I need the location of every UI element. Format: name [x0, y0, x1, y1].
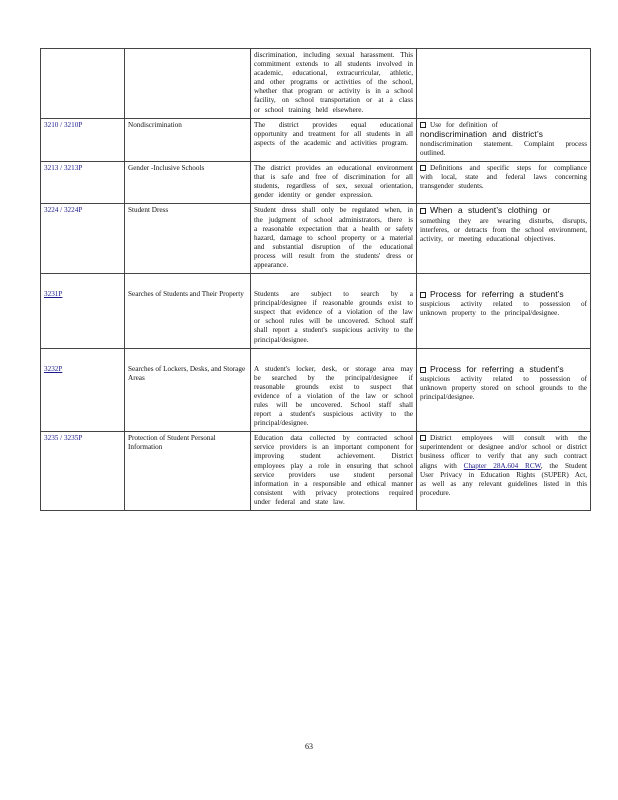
- policy-title: Protection of Student Personal Information: [125, 432, 251, 511]
- notes-pre: Use for definition of: [430, 120, 498, 129]
- notes-lead: nondiscrimination and district’s: [420, 128, 543, 139]
- page-number: 63: [305, 742, 313, 751]
- policy-number-cell: [41, 162, 125, 204]
- policy-notes-cell: [417, 162, 591, 204]
- policy-number-cell: [41, 348, 125, 432]
- policy-description-cell: [251, 274, 417, 349]
- checkbox-bullet-icon: [420, 435, 426, 441]
- notes-text: something they are wearing disturbs, disrupts, interferes, or detracts from the school environment, activity, or meeting educational objectives.: [420, 216, 587, 243]
- policy-description: Students are subject to search by a principal/designee if reasonable grounds exist to suspect that evidence of a violation of the law or school rules will be uncovered. School staff shall report a student's suspicious activity to the principal/designee.: [254, 290, 413, 344]
- policy-notes-cell: [417, 432, 591, 511]
- policy-number-cell: [41, 118, 125, 161]
- policy-title: Searches of Lockers, Desks, and Storage Areas: [128, 364, 246, 382]
- policy-description: The district provides an educational environment that is safe and free of discrimination for all students, regardless of sex, sexual orientation, gender identity or gender expression.: [251, 162, 417, 204]
- checkbox-bullet-icon: [420, 292, 426, 298]
- policy-description: Student dress shall only be regulated when, in the judgment of school administrators, there is a reasonable expectation that a health or safety hazard, damage to school property or a material and substantial disruption of the educational process will result from the students' dress or appearance.: [251, 204, 417, 274]
- table-row: [41, 118, 591, 161]
- table-row: [41, 49, 591, 119]
- policy-table: [40, 48, 591, 511]
- policy-number-link[interactable]: 3231P: [44, 290, 63, 299]
- policy-description: discrimination, including sexual harassment. This commitment extends to all students involved in academic, educational, extracurricular, athletic, and other programs or activities of the school, whether that program or activity is in a school facility, on school transportation or at a class or school training held elsewhere.: [251, 49, 417, 119]
- rcw-chapter-link[interactable]: Chapter 28A.604 RCW: [463, 461, 541, 470]
- policy-title-cell: [125, 49, 251, 119]
- policy-title: Nondiscrimination: [125, 118, 251, 161]
- notes-text: nondiscrimination statement. Complaint process outlined.: [420, 139, 587, 157]
- notes-text: Definitions and specific steps for compliance with local, state and federal laws concerning transgender students.: [420, 164, 587, 191]
- policy-number: 3210 / 3210P: [44, 120, 83, 129]
- notes-lead: Process for referring a student’s: [430, 289, 564, 300]
- policy-notes-cell: [417, 118, 591, 161]
- notes-post: , the Student User Privacy in Education Rights (SUPER) Act, as well as any relevant guidelines listed in this procedure.: [420, 461, 588, 497]
- policy-number-cell: [41, 49, 125, 119]
- policy-title: Student Dress: [125, 204, 251, 274]
- notes-lead: Process for referring a student’s: [430, 363, 564, 374]
- policy-number: 3235 / 3235P: [44, 434, 83, 443]
- policy-description-cell: [251, 348, 417, 432]
- policy-description: Education data collected by contracted school service providers is an important component for improving student achievement. District employees play a role in ensuring that school service providers use student personal information in a responsible and ethical manner consistent with privacy protections required under federal and state law.: [251, 432, 417, 511]
- policy-notes-cell: [417, 204, 591, 274]
- checkbox-bullet-icon: [420, 165, 426, 171]
- notes-text: suspicious activity related to possession of unknown property stored on school grounds to the principal/designee.: [420, 374, 587, 401]
- policy-notes-cell: [417, 274, 591, 349]
- checkbox-bullet-icon: [420, 208, 426, 214]
- checkbox-bullet-icon: [420, 122, 426, 128]
- notes-pre: District employees will consult with the superintendent or designee and/or school or district business officer to verify that any such contract aligns with: [420, 434, 587, 470]
- policy-notes-cell: [417, 49, 591, 119]
- policy-number-link[interactable]: 3232P: [44, 364, 63, 373]
- policy-number-cell: [41, 432, 125, 511]
- table-row: [41, 274, 591, 349]
- notes-lead: When a student’s clothing or: [430, 205, 551, 216]
- table-row: [41, 204, 591, 274]
- policy-title-cell: [125, 348, 251, 432]
- policy-number: 3213 / 3213P: [44, 164, 83, 173]
- checkbox-bullet-icon: [420, 367, 426, 373]
- policy-number-cell: [41, 274, 125, 349]
- policy-title: Gender -Inclusive Schools: [125, 162, 251, 204]
- table-row: [41, 162, 591, 204]
- policy-table-page: [40, 48, 590, 511]
- policy-notes-cell: [417, 348, 591, 432]
- table-row: [41, 348, 591, 432]
- policy-description: The district provides equal educational opportunity and treatment for all students in all aspects of the academic and activities program.: [251, 118, 417, 161]
- policy-title: Searches of Students and Their Property: [128, 290, 244, 299]
- policy-number-cell: [41, 204, 125, 274]
- notes-text: suspicious activity related to possession of unknown property to the principal/designee.: [420, 300, 587, 318]
- policy-description: A student's locker, desk, or storage area may be searched by the principal/designee if reasonable grounds exist to suspect that evidence of a violation of the law or school rules will be uncovered. School staff shall report a student's suspicious activity to the principal/designee.: [254, 364, 413, 428]
- policy-title-cell: [125, 274, 251, 349]
- policy-number: 3224 / 3224P: [44, 206, 83, 215]
- table-row: [41, 432, 591, 511]
